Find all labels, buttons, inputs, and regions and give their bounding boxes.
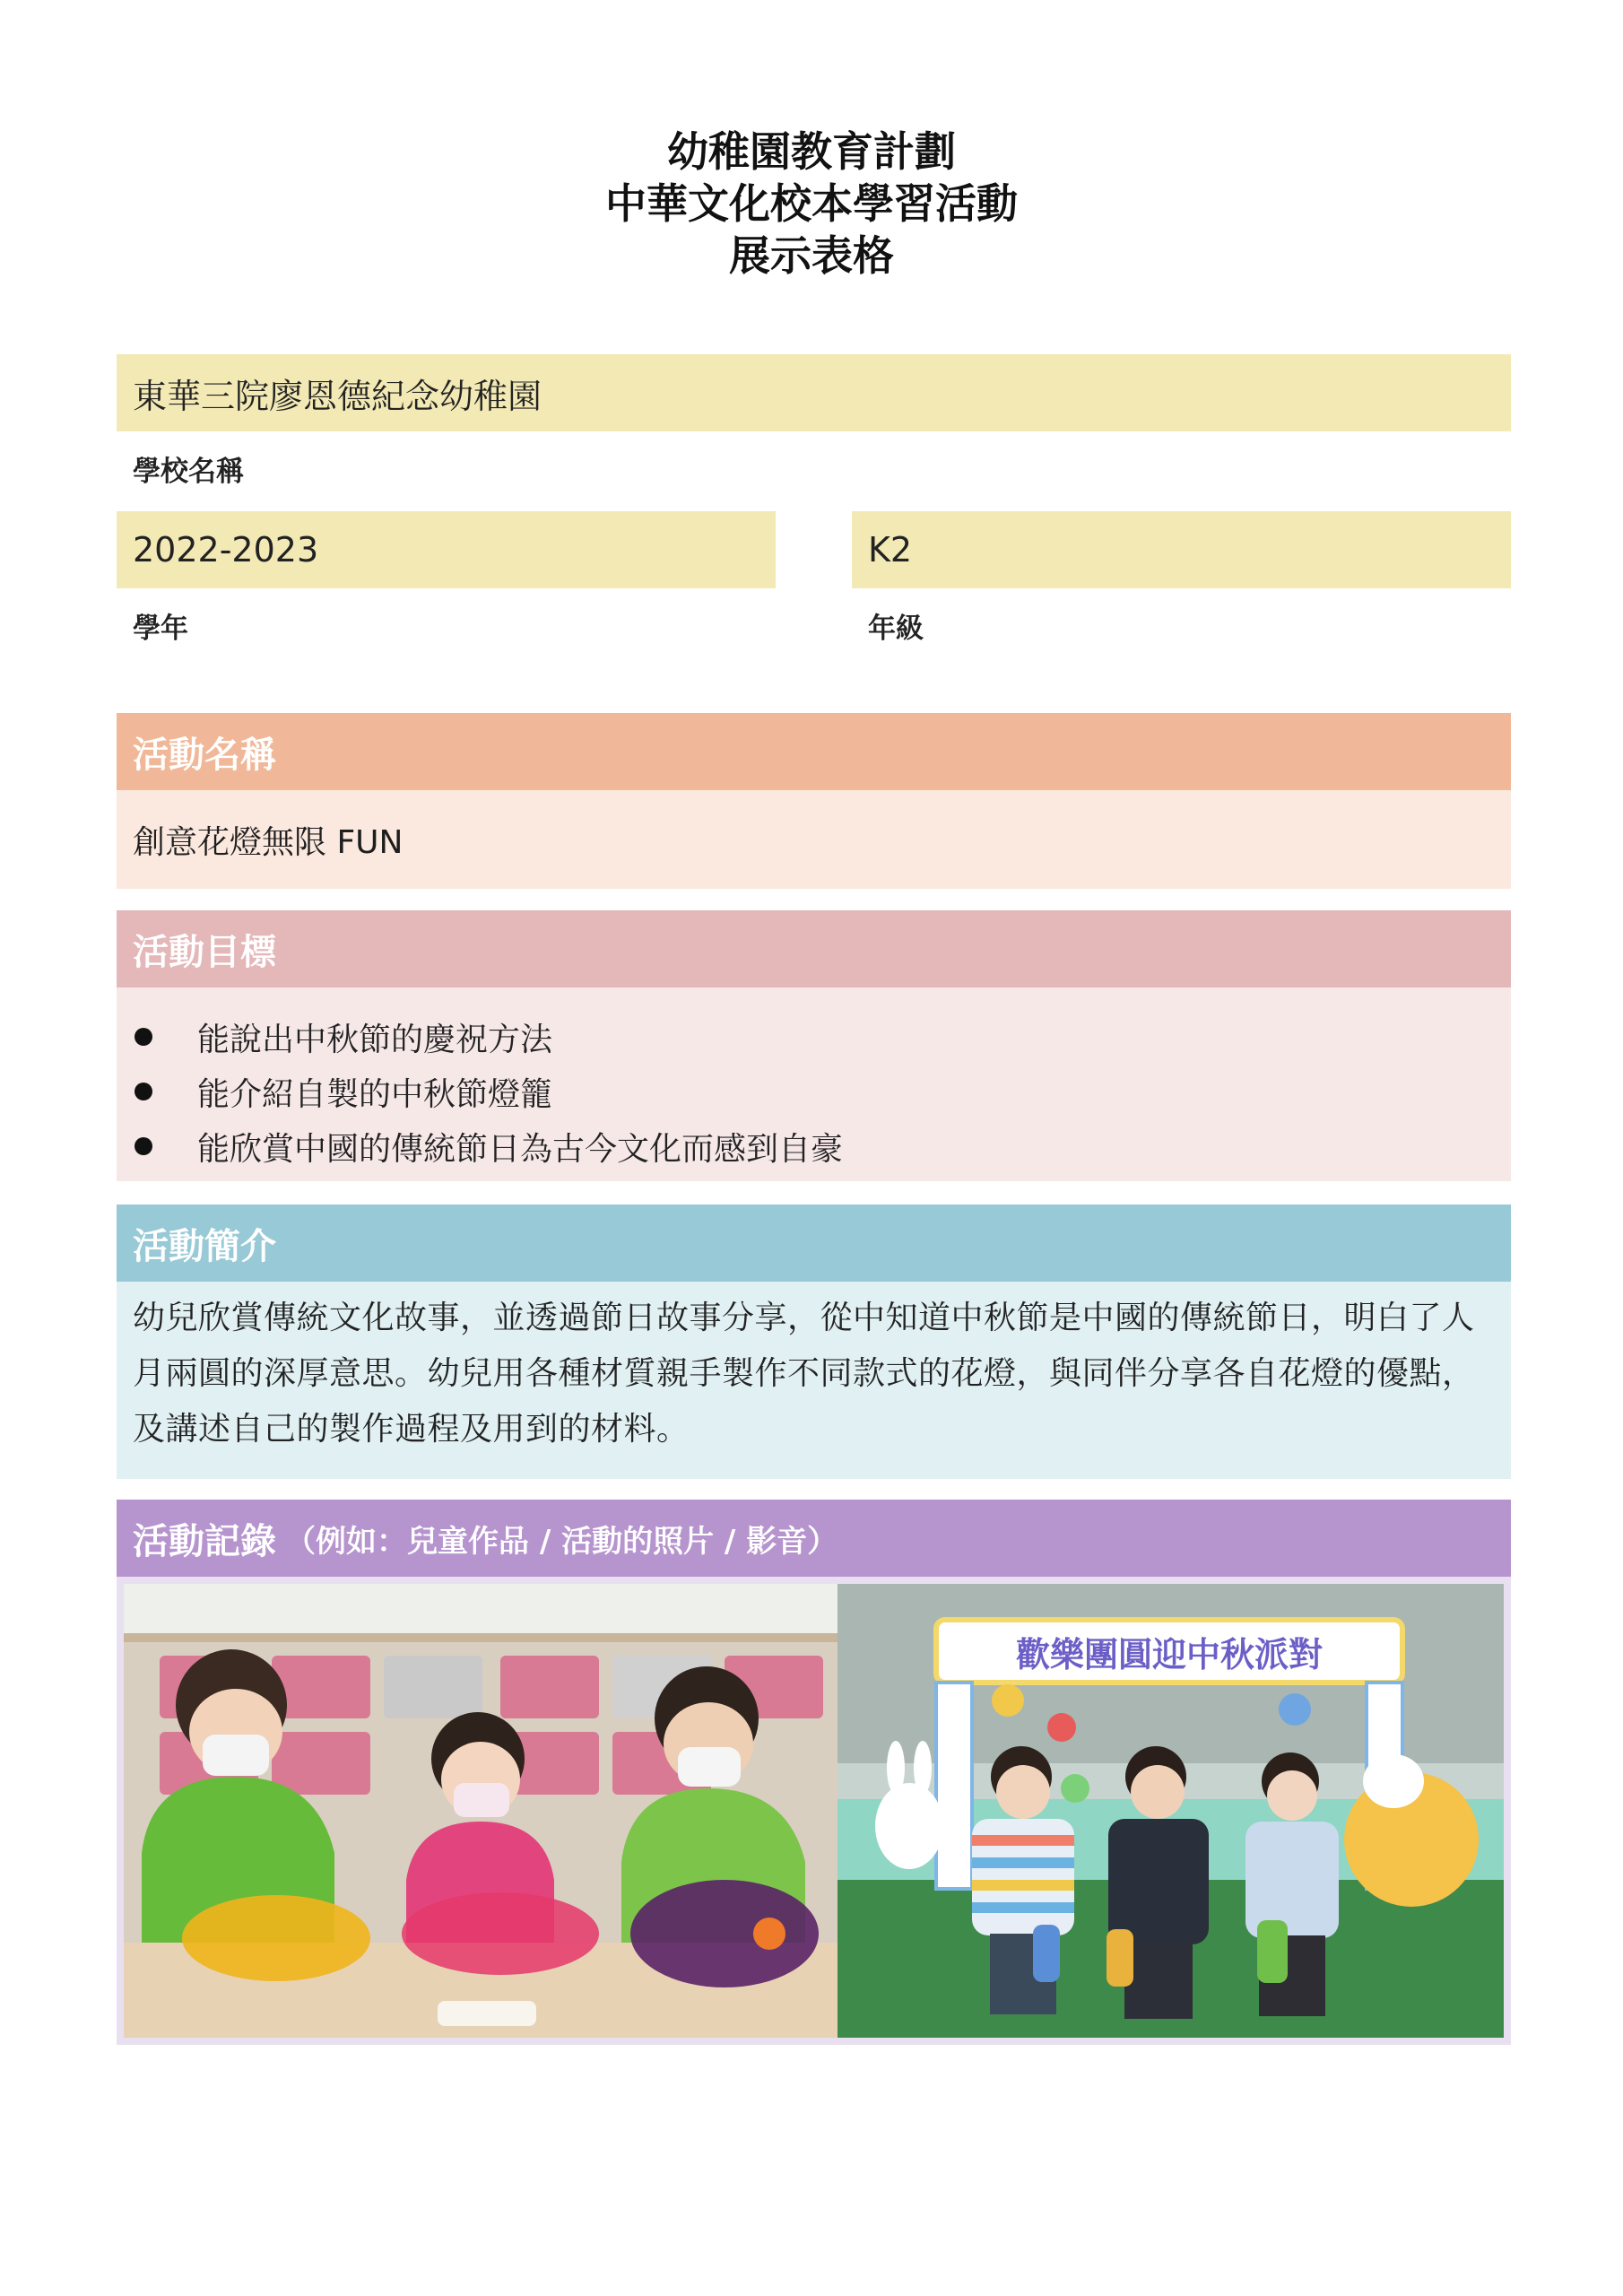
intro-heading-text: 活動簡介 [133, 1225, 276, 1267]
banner-text: 歡樂團圓迎中秋派對 [1015, 1635, 1324, 1674]
school-year-value: 2022-2023 [133, 530, 319, 570]
intro-heading [117, 1205, 1511, 1282]
school-name-label: 學校名稱 [133, 456, 244, 488]
records-heading [117, 1500, 1511, 1577]
activity-name-heading [117, 713, 1511, 790]
objective-item [117, 1069, 1511, 1114]
grade-value: K2 [868, 530, 913, 570]
objective-text: 能介紹自製的中秋節燈籠 [197, 1075, 553, 1113]
activity-name-value: 創意花燈無限 FUN [133, 823, 404, 861]
bullet-icon [135, 1137, 152, 1155]
intro-line: 幼兒欣賞傳統文化故事，並透過節日故事分享，從中知道中秋節是中國的傳統節日，明白了人 [133, 1300, 1475, 1336]
objective-text: 能欣賞中國的傳統節日為古今文化而感到自豪 [197, 1130, 844, 1168]
title-line-2: 中華文化校本學習活動 [605, 179, 1018, 228]
grade-label: 年級 [868, 613, 924, 645]
records-heading-text: 活動記錄 [133, 1520, 276, 1562]
bullet-icon [135, 1028, 152, 1046]
school-year-field[interactable] [117, 511, 776, 588]
objective-text: 能說出中秋節的慶祝方法 [197, 1021, 553, 1058]
objective-item [117, 1124, 1511, 1169]
activity-photo-party [838, 1584, 1504, 2038]
intro-body [117, 1282, 1511, 1479]
intro-line: 月兩圓的深厚意思。幼兒用各種材質親手製作不同款式的花燈，與同伴分享各自花燈的優點， [133, 1355, 1475, 1392]
activity-name-body[interactable] [117, 790, 1511, 889]
school-name-value: 東華三院廖恩德紀念幼稚園 [133, 376, 542, 416]
grade-field[interactable] [852, 511, 1511, 588]
objective-item [117, 1014, 1511, 1059]
school-year-label: 學年 [133, 613, 188, 645]
activity-photo-classroom [124, 1584, 838, 2038]
objectives-heading-text: 活動目標 [133, 931, 276, 973]
party-photo-illustration [838, 1584, 1504, 2038]
bullet-icon [135, 1083, 152, 1100]
title-line-3: 展示表格 [729, 231, 894, 280]
document-title [0, 126, 1623, 282]
intro-paragraph [117, 1282, 1511, 1457]
classroom-photo-illustration [124, 1584, 838, 2038]
school-name-field[interactable] [117, 354, 1511, 431]
intro-line: 及講述自己的製作過程及用到的材料。 [133, 1411, 690, 1448]
objectives-heading [117, 910, 1511, 987]
records-heading-note: （例如：兒童作品 / 活動的照片 / 影音） [285, 1523, 838, 1560]
activity-name-heading-text: 活動名稱 [133, 734, 276, 776]
title-line-1: 幼稚園教育計劃 [667, 127, 956, 176]
objectives-body [117, 987, 1511, 1181]
